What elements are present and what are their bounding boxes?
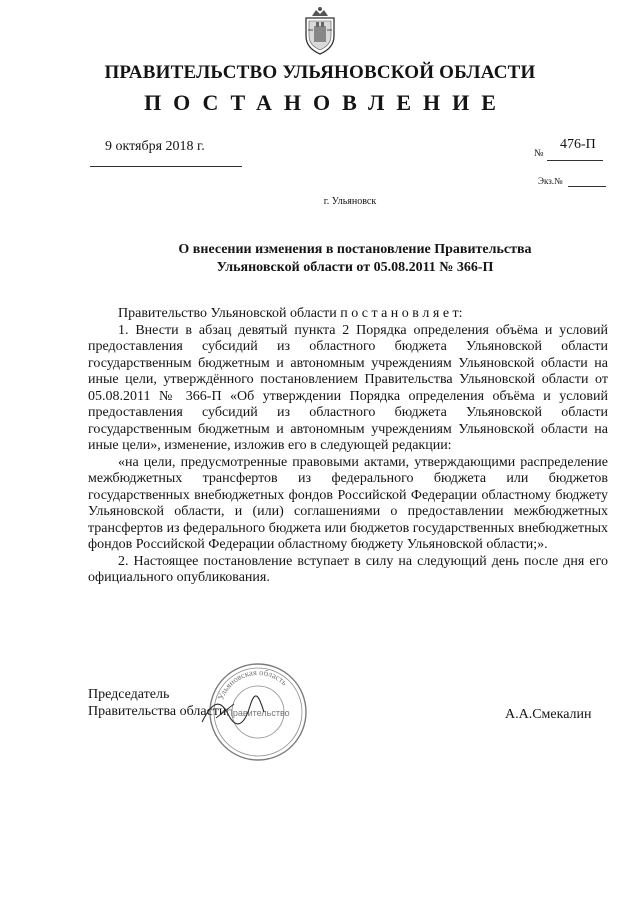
title-line-1: О внесении изменения в постановление Правительства [178, 242, 532, 257]
document-type: ПОСТАНОВЛЕНИЕ [144, 90, 508, 115]
organization-name: ПРАВИТЕЛЬСТВО УЛЬЯНОВСКОЙ ОБЛАСТИ [104, 62, 536, 83]
copy-number-label: Экз.№ [538, 176, 563, 186]
preamble-subject: Правительство Ульяновской области [118, 306, 341, 321]
seal-ring-text: Ульяновская область [215, 666, 290, 702]
document-date: 9 октября 2018 г. [105, 139, 205, 154]
ulyanovsk-coat-of-arms-icon [302, 6, 338, 56]
number-sign: № [534, 148, 544, 159]
signer-name: А.А.Смекалин [505, 707, 592, 722]
copy-number-underline [568, 186, 606, 187]
paragraph-1: 1. Внести в абзац девятый пункта 2 Порядка определения объёма и условий предоставления субсидий из областного бюджета Ульяновской области государственным бюджетным и автономным учреждениям Ульяновской области на иные цели, утверждённого постановлением Правительства Ульяновской области от 05.08.2011 № 366-П «Об утверждении Порядка определения объёма и условий предоставления субсидий из областного бюджета Ульяновской области государственным бюджетным и автономным учреждениям Ульяновской области на иные цели», изменение, изложив его в следующей редакции: [88, 322, 608, 453]
preamble [88, 306, 608, 323]
seal-center-text: Правительство [226, 708, 290, 718]
preamble-verb: п о с т а н о в л я е т: [340, 306, 463, 321]
signer-position-line-1: Председатель [88, 687, 170, 702]
handwritten-signature [198, 692, 268, 732]
title-line-2: Ульяновской области от 05.08.2011 № 366-П [216, 260, 494, 275]
document-title [90, 241, 620, 277]
signer-position-line-2: Правительства области [88, 704, 227, 719]
city: г. Ульяновск [323, 196, 377, 207]
number-underline [547, 160, 603, 161]
document-body [88, 306, 608, 587]
paragraph-2: 2. Настоящее постановление вступает в силу на следующий день после дня его официального опубликования. [88, 553, 608, 585]
date-underline [90, 166, 242, 167]
paragraph-quote: «на цели, предусмотренные правовыми актами, утверждающими распределение межбюджетных трансфертов из федерального бюджета или бюджетов государственных внебюджетных фондов Российской Федерации областному бюджету Ульяновской области, и (или) соглашениями о предоставлении межбюджетных трансфертов из федерального бюджета или бюджетов государственных внебюджетных фондов Российской Федерации областному бюджету Ульяновской области;». [88, 454, 608, 552]
document-number: 476-П [560, 137, 596, 152]
